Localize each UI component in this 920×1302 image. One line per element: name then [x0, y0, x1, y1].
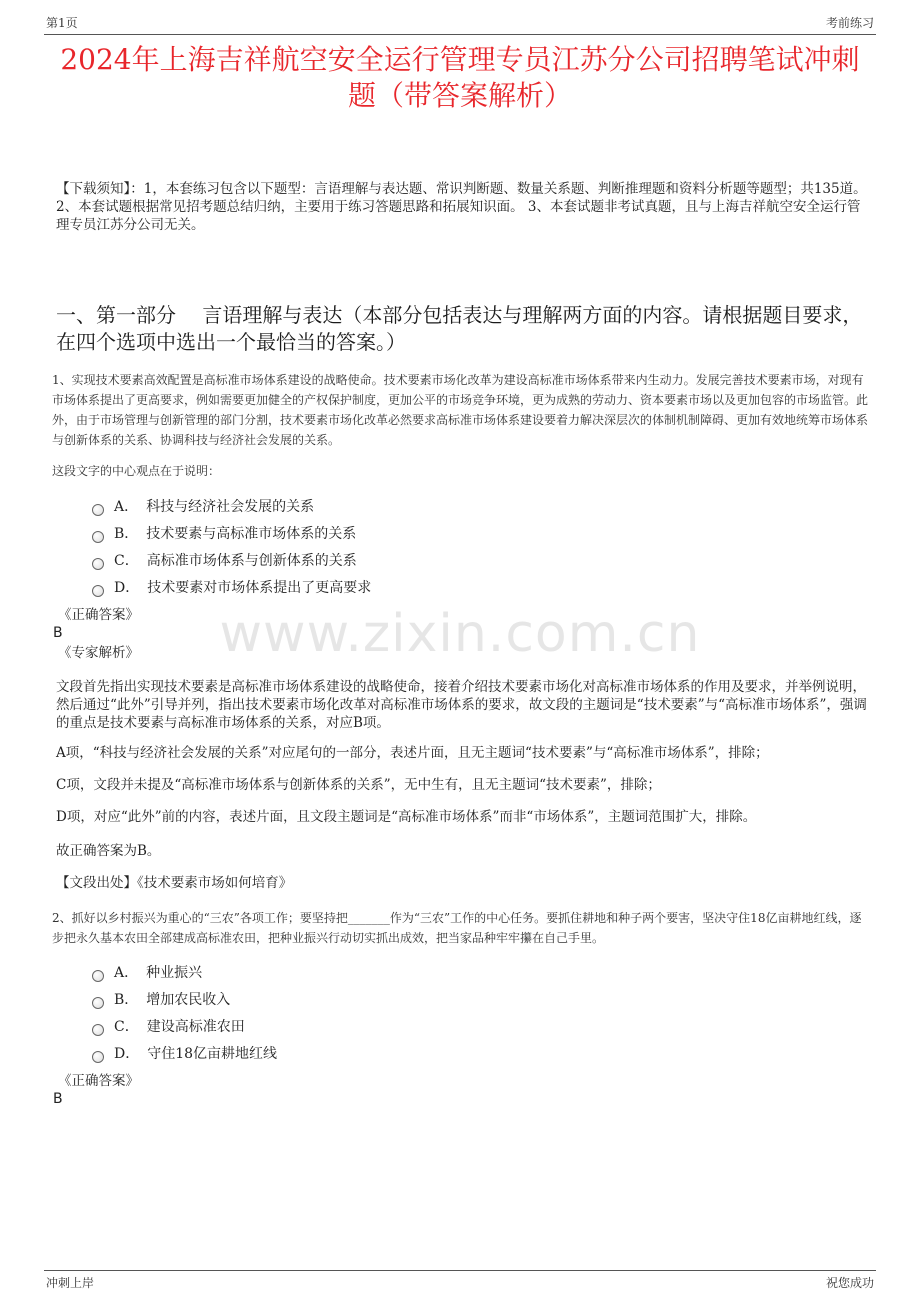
analysis-paragraph: A项，“科技与经济社会发展的关系”对应尾句的一部分，表述片面，且无主题词“技术要素”与“高标准市场体系”，排除；	[56, 745, 769, 761]
option-text: 高标准市场体系与创新体系的关系	[146, 552, 357, 569]
question-1-prompt: 这段文字的中心观点在于说明：	[52, 464, 221, 478]
document-title: 2024年上海吉祥航空安全运行管理专员江苏分公司招聘笔试冲刺题（带答案解析）	[60, 43, 860, 112]
question-2-option-c[interactable]	[92, 1012, 792, 1039]
option-text: 守住18亿亩耕地红线	[147, 1045, 278, 1062]
option-label: D．	[114, 579, 140, 596]
option-label: D．	[114, 1045, 140, 1062]
header-tag: 考前练习	[825, 16, 874, 30]
radio-icon[interactable]	[92, 997, 104, 1009]
option-label: B．	[114, 991, 139, 1008]
option-text: 科技与经济社会发展的关系	[146, 498, 315, 515]
question-2-option-d[interactable]	[92, 1039, 792, 1066]
question-1-option-a[interactable]	[92, 492, 792, 519]
option-text: 种业振兴	[146, 964, 203, 981]
page-header	[44, 12, 876, 35]
analysis-paragraph: C项，文段并未提及“高标准市场体系与创新体系的关系”，无中生有，且无主题词“技术要素”，排除；	[56, 777, 661, 793]
question-1-option-b[interactable]	[92, 519, 792, 546]
radio-icon[interactable]	[92, 1051, 104, 1063]
option-label: C．	[114, 1018, 139, 1035]
question-2-option-a[interactable]	[92, 958, 792, 985]
radio-icon[interactable]	[92, 1024, 104, 1036]
question-1-option-c[interactable]	[92, 546, 792, 573]
analysis-paragraph: 文段首先指出实现技术要素是高标准市场体系建设的战略使命，接着介绍技术要素市场化对高标准市场体系的作用及要求，并举例说明，然后通过“此外”引导并列，指出技术要素市场化改革对高标准市场体系的要求，故文段的主题词是“技术要素”与“高标准市场体系”，强调的重点是技术要素与高标准市场体系的关系，对应B项。	[56, 679, 867, 731]
option-label: A．	[114, 964, 139, 981]
radio-icon[interactable]	[92, 970, 104, 982]
radio-icon[interactable]	[92, 504, 104, 516]
question-2-option-b[interactable]	[92, 985, 792, 1012]
analysis-conclusion: 故正确答案为B。	[56, 843, 161, 859]
footer-left: 冲刺上岸	[46, 1276, 95, 1290]
analysis-paragraph: D项，对应“此外”前的内容，表述片面，且文段主题词是“高标准市场体系”而非“市场体系”，主题词范围扩大，排除。	[56, 809, 757, 825]
radio-icon[interactable]	[92, 531, 104, 543]
option-text: 建设高标准农田	[146, 1018, 245, 1035]
answer-label: 《正确答案》	[58, 607, 139, 623]
radio-icon[interactable]	[92, 585, 104, 597]
radio-icon[interactable]	[92, 558, 104, 570]
download-notice: 【下载须知】：1，本套练习包含以下题型：言语理解与表达题、常识判断题、数量关系题、判断推理题和资料分析题等题型；共135道。 2、本套试题根据常见招考题总结归纳，主要用于练习答题思路和拓展知识面。 3、本套试题非考试真题，且与上海吉祥航空安全运行管理专员江苏分公司无关。	[56, 181, 867, 233]
watermark: www.zixin.com.cn	[219, 604, 701, 664]
question-2-text: 2、抓好以乡村振兴为重心的“三农”各项工作；要坚持把_______作为“三农”工作的中心任务。要抓住耕地和种子两个要害，坚决守住18亿亩耕地红线，逐步把永久基本农田全部建成高标准农田，把种业振兴行动切实抓出成效，把当家品种牢牢攥在自己手里。	[52, 911, 862, 945]
option-text: 增加农民收入	[146, 991, 231, 1008]
option-label: C．	[114, 552, 139, 569]
option-text: 技术要素与高标准市场体系的关系	[146, 525, 357, 542]
section-heading: 一、第一部分 言语理解与表达（本部分包括表达与理解两方面的内容。请根据题目要求，在四个选项中选出一个最恰当的答案。）	[56, 303, 863, 354]
question-1-options	[92, 492, 792, 600]
option-label: B．	[114, 525, 139, 542]
analysis-label: 《专家解析》	[58, 645, 139, 661]
answer-value: B	[53, 1091, 63, 1107]
option-text: 技术要素对市场体系提出了更高要求	[147, 579, 372, 596]
option-label: A．	[114, 498, 139, 515]
footer-right: 祝您成功	[825, 1276, 874, 1290]
question-1-text: 1、实现技术要素高效配置是高标准市场体系建设的战略使命。技术要素市场化改革为建设高标准市场体系带来内生动力。发展完善技术要素市场，对现有市场体系提出了更高要求，例如需要更加健全的产权保护制度，更加公平的市场竞争环境，更为成熟的劳动力、资本要素市场以及更加包容的市场监管。此外，由于市场管理与创新管理的部门分割，技术要素市场化改革必然要求高标准市场体系建设要着力解决深层次的体制机制障碍、更加有效地统筹市场体系与创新体系的关系、协调科技与经济社会发展的关系。	[52, 373, 869, 447]
question-2-options	[92, 958, 792, 1066]
answer-value: B	[53, 625, 63, 641]
answer-label: 《正确答案》	[58, 1073, 139, 1089]
page-number: 第1页	[46, 16, 78, 30]
question-1-option-d[interactable]	[92, 573, 792, 600]
page-footer	[44, 1270, 876, 1291]
source-citation: 【文段出处】《技术要素市场如何培育》	[56, 875, 293, 891]
